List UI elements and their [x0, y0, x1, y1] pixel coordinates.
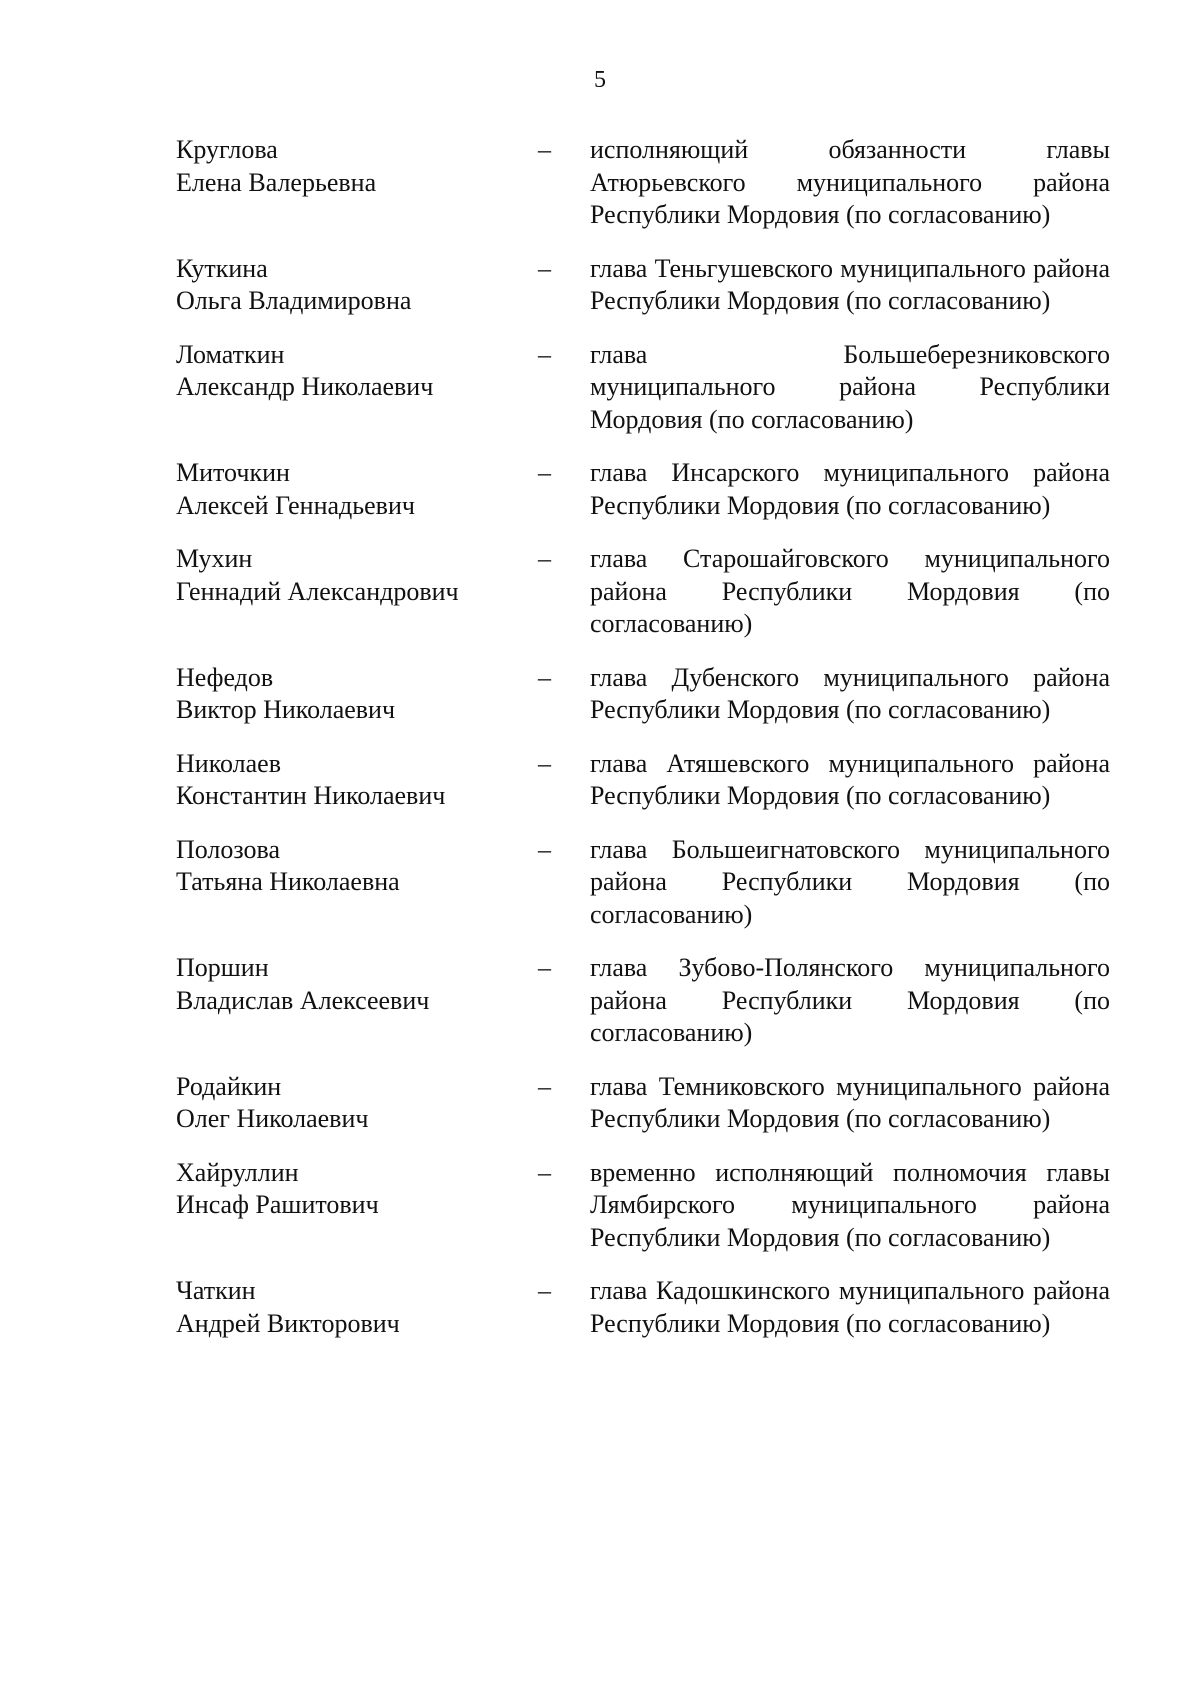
member-surname: Куткина: [176, 253, 268, 283]
dash-separator: –: [538, 662, 551, 692]
member-role: глава Зубово-Полянского муниципального района Республики Мордовия (по согласованию): [590, 953, 1110, 1047]
member-name: [176, 134, 536, 199]
member-given-name: Андрей Викторович: [176, 1308, 400, 1338]
member-name: [176, 1275, 536, 1340]
member-role: глава Теньгушевского муниципального района Республики Мордовия (по согласованию): [590, 253, 1110, 315]
list-item: [176, 952, 1110, 1050]
page-number: 5: [594, 67, 606, 93]
member-surname: Чаткин: [176, 1276, 256, 1305]
list-item: [176, 339, 1110, 437]
dash-separator: –: [538, 253, 551, 283]
member-name: [176, 834, 536, 899]
member-role: глава Дубенского муниципального района Республики Мордовия (по согласованию): [590, 662, 1110, 724]
dash-separator: –: [538, 748, 551, 778]
member-role: глава Кадошкинского муниципального района Республики Мордовия (по согласованию): [590, 1276, 1110, 1338]
member-name: [176, 1071, 536, 1136]
member-given-name: Алексей Геннадьевич: [176, 490, 415, 520]
member-role: глава Большеберезниковского муниципального района Республики Мордовия (по согласованию): [590, 339, 1110, 434]
list-item: [176, 457, 1110, 522]
member-role: временно исполняющий полномочия главы Лямбирского муниципального района Республики Мордовия (по согласованию): [590, 1157, 1110, 1252]
list-item: [176, 543, 1110, 641]
list-item: [176, 1071, 1110, 1136]
member-surname: Родайкин: [176, 1071, 282, 1101]
member-given-name: Константин Николаевич: [176, 781, 446, 810]
member-list: [176, 134, 1110, 1340]
member-given-name: Ольга Владимировна: [176, 286, 412, 315]
dash-separator: –: [538, 834, 551, 864]
dash-separator: –: [538, 1157, 551, 1187]
member-role: глава Инсарского муниципального района Республики Мордовия (по согласованию): [590, 458, 1110, 520]
member-name: [176, 662, 536, 727]
member-given-name: Инсаф Рашитович: [176, 1190, 379, 1219]
member-surname: Миточкин: [176, 458, 290, 487]
dash-separator: –: [538, 953, 551, 982]
member-name: [176, 748, 536, 813]
member-name: [176, 457, 536, 522]
member-name: [176, 952, 536, 1017]
member-given-name: Виктор Николаевич: [176, 695, 396, 724]
member-given-name: Олег Николаевич: [176, 1104, 369, 1133]
member-surname: Круглова: [176, 135, 278, 164]
member-surname: Николаев: [176, 748, 281, 778]
dash-separator: –: [538, 1276, 551, 1305]
list-item: [176, 253, 1110, 318]
member-surname: Хайруллин: [176, 1157, 299, 1187]
member-name: [176, 543, 536, 608]
member-given-name: Александр Николаевич: [176, 372, 434, 401]
dash-separator: –: [538, 458, 551, 487]
list-item: [176, 748, 1110, 813]
member-role: исполняющий обязанности главы Атюрьевского муниципального района Республики Мордовия (по согласованию): [590, 135, 1110, 229]
dash-separator: –: [538, 339, 551, 369]
list-item: [176, 1157, 1110, 1255]
member-surname: Полозова: [176, 834, 280, 864]
member-surname: Ломаткин: [176, 339, 285, 369]
member-given-name: Елена Валерьевна: [176, 167, 377, 197]
member-role: глава Атяшевского муниципального района Республики Мордовия (по согласованию): [590, 748, 1110, 810]
member-given-name: Геннадий Александрович: [176, 576, 459, 606]
member-name: [176, 1157, 536, 1222]
member-role: глава Большеигнатовского муниципального района Республики Мордовия (по согласованию): [590, 834, 1110, 929]
dash-separator: –: [538, 135, 551, 164]
member-surname: Поршин: [176, 953, 269, 982]
list-item: [176, 662, 1110, 727]
member-surname: Мухин: [176, 544, 253, 573]
member-role: глава Старошайговского муниципального района Республики Мордовия (по согласованию): [590, 544, 1110, 638]
dash-separator: –: [538, 1071, 551, 1101]
member-name: [176, 339, 536, 404]
member-name: [176, 253, 536, 318]
list-item: [176, 1275, 1110, 1340]
member-surname: Нефедов: [176, 662, 274, 692]
member-given-name: Татьяна Николаевна: [176, 867, 400, 896]
list-item: [176, 134, 1110, 232]
member-given-name: Владислав Алексеевич: [176, 985, 430, 1015]
dash-separator: –: [538, 544, 551, 573]
list-item: [176, 834, 1110, 932]
member-role: глава Темниковского муниципального района Республики Мордовия (по согласованию): [590, 1071, 1110, 1133]
